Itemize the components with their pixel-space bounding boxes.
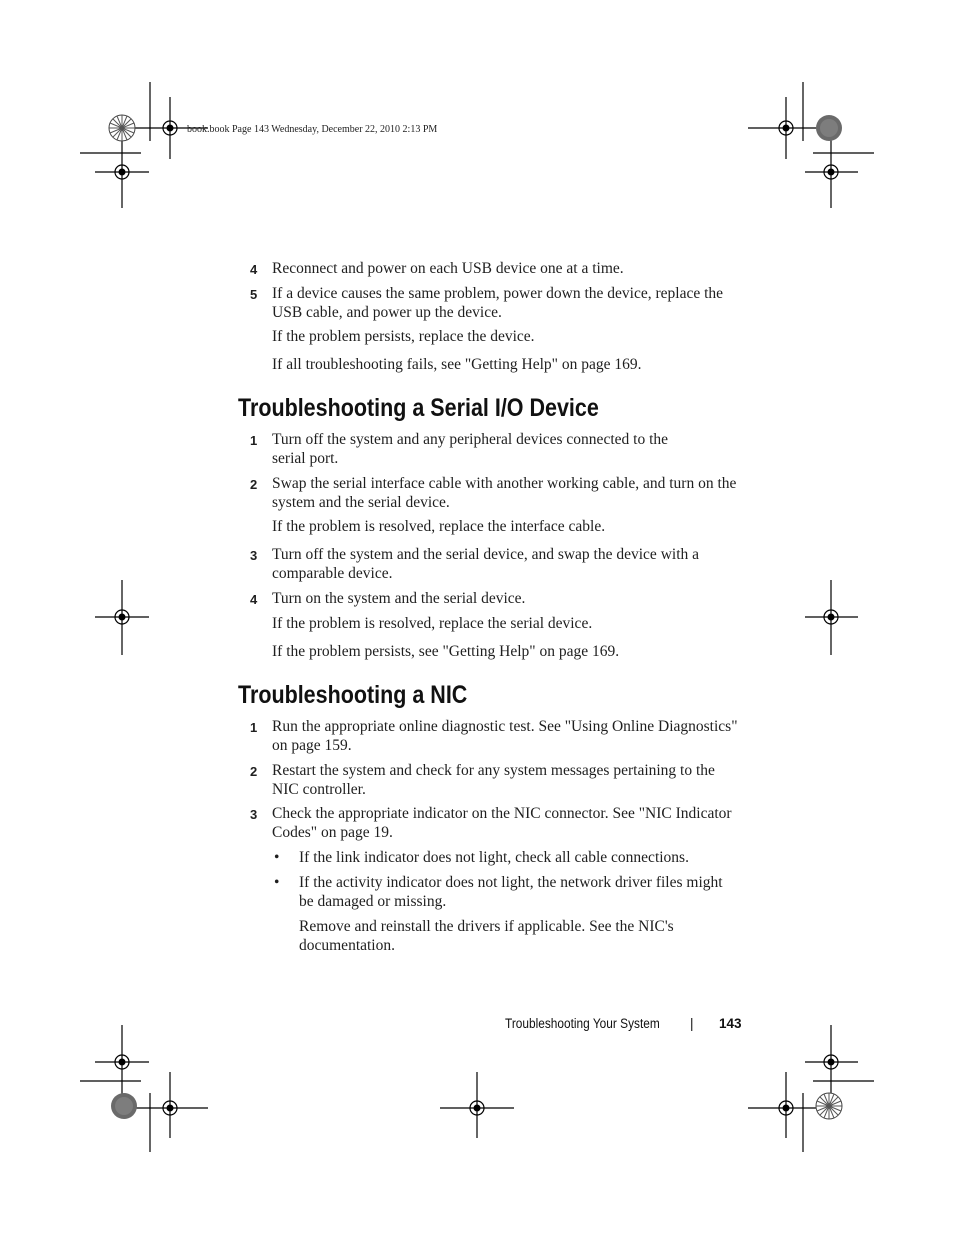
print-slug-line: book.book Page 143 Wednesday, December 22, 2010 2:13 PM <box>187 124 438 135</box>
step-text: Run the appropriate online diagnostic test. See "Using Online Diagnostics" on page 159. <box>272 718 738 754</box>
step-text: Swap the serial interface cable with another working cable, and turn on the system and the serial device. <box>272 475 737 511</box>
step-number: 5 <box>250 287 258 302</box>
step-number: 1 <box>250 433 258 448</box>
bullet-item: If the link indicator does not light, check all cable connections. <box>299 849 689 866</box>
section-heading-serial: Troubleshooting a Serial I/O Device <box>238 394 599 422</box>
step-number: 3 <box>250 548 258 563</box>
step-number: 3 <box>250 807 258 822</box>
paragraph: If the problem persists, see "Getting Help" on page 169. <box>272 643 620 660</box>
step-number: 2 <box>250 477 258 492</box>
paragraph: If the problem is resolved, replace the serial device. <box>272 615 593 632</box>
step-text: Reconnect and power on each USB device one at a time. <box>272 260 624 277</box>
paragraph: If the problem persists, replace the device. <box>272 328 535 345</box>
step-number: 4 <box>250 262 258 277</box>
step-text: Turn off the system and any peripheral devices connected to the serial port. <box>272 431 668 467</box>
paragraph: If the problem is resolved, replace the interface cable. <box>272 518 606 535</box>
step-text: Turn off the system and the serial device, and swap the device with a comparable device. <box>272 546 699 582</box>
step-number: 2 <box>250 764 258 779</box>
step-number: 1 <box>250 720 258 735</box>
step-text: Check the appropriate indicator on the NIC connector. See "NIC Indicator Codes" on page 19. <box>272 805 732 841</box>
step-text: Restart the system and check for any system messages pertaining to the NIC controller. <box>272 762 715 798</box>
paragraph: Remove and reinstall the drivers if applicable. See the NIC's documentation. <box>299 918 674 954</box>
paragraph: If all troubleshooting fails, see "Getting Help" on page 169. <box>272 356 642 373</box>
step-text: Turn on the system and the serial device. <box>272 590 526 607</box>
footer-chapter-title: Troubleshooting Your System <box>505 1016 660 1031</box>
section-heading-nic: Troubleshooting a NIC <box>238 681 468 709</box>
bullet-glyph: • <box>274 874 280 891</box>
footer-separator: | <box>690 1016 694 1031</box>
step-number: 4 <box>250 592 258 607</box>
bullet-glyph: • <box>274 849 280 866</box>
bullet-item: If the activity indicator does not light, the network driver files might be damaged or missing. <box>299 874 723 910</box>
step-text: If a device causes the same problem, power down the device, replace the USB cable, and power up the device. <box>272 285 724 321</box>
page-number: 143 <box>719 1016 742 1031</box>
